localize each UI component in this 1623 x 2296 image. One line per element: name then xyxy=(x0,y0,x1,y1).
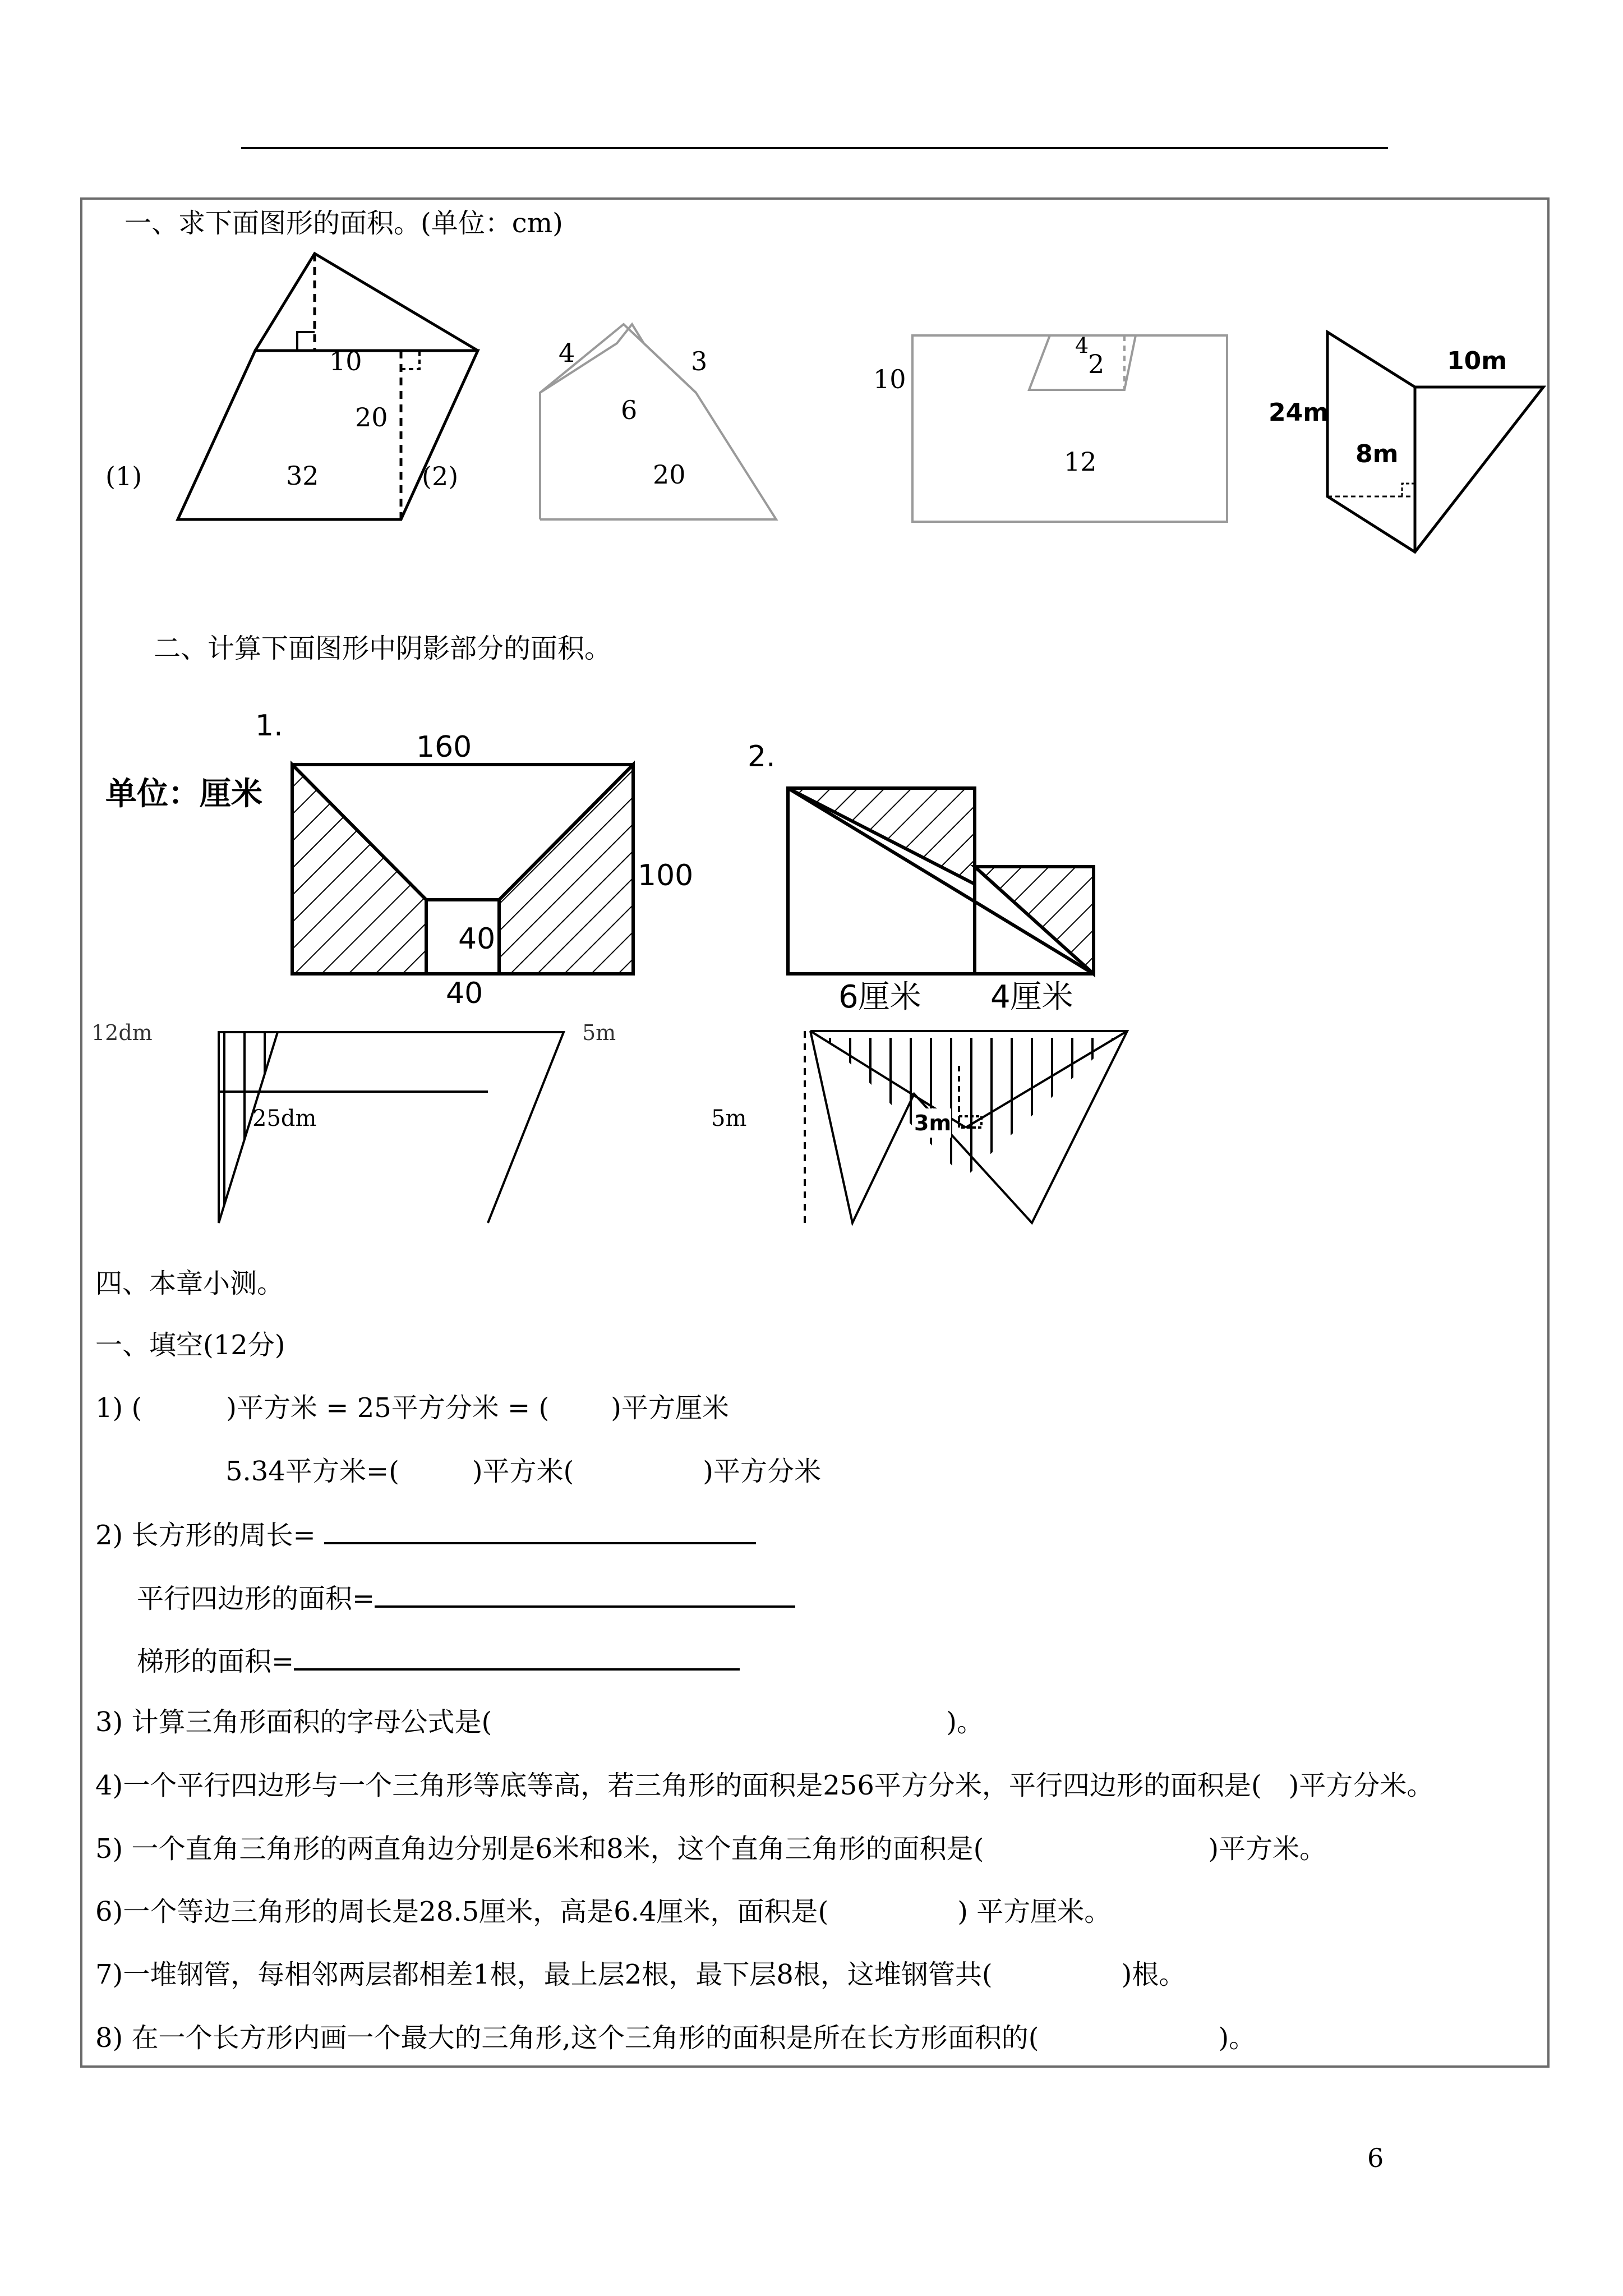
shaded-fig1-inner: 40 xyxy=(458,922,496,956)
fig3-label-10: 10 xyxy=(873,364,906,394)
q5-post: )平方米。 xyxy=(1208,1833,1327,1865)
fig3-label-12: 12 xyxy=(1064,447,1097,477)
q2c-answer-line[interactable] xyxy=(294,1644,740,1671)
q7-post: )根。 xyxy=(1121,1959,1186,1990)
figA-label-5m: 5m xyxy=(582,1020,616,1045)
question-4: 4)一个平行四边形与一个三角形等底等高，若三角形的面积是256平方分米，平行四边形的面积是( )平方分米。 xyxy=(95,1770,1434,1801)
question-1a xyxy=(95,1392,729,1424)
q5-pre: 5) 一个直角三角形的两直角边分别是6米和8米，这个直角三角形的面积是( xyxy=(95,1833,984,1865)
shaded-fig1-top: 160 xyxy=(416,730,472,764)
shaded-fig1-number: 1. xyxy=(255,709,283,743)
shaded-fig2-right: 4厘米 xyxy=(990,979,1073,1015)
figB-label-5m: 5m xyxy=(711,1106,747,1131)
fig3-label-2: 2 xyxy=(1088,349,1105,379)
q3-pre: 3) 计算三角形面积的字母公式是( xyxy=(95,1706,492,1738)
fig2-label-20: 20 xyxy=(653,459,686,490)
section4-title: 四、本章小测。 xyxy=(95,1268,284,1299)
fig1-tag-1: (1) xyxy=(105,461,142,491)
q2c-text: 梯形的面积= xyxy=(137,1646,294,1677)
q1b-post: )平方分米 xyxy=(703,1456,822,1487)
question-1b xyxy=(225,1456,821,1487)
q2b-answer-line[interactable] xyxy=(375,1581,795,1608)
question-2c xyxy=(137,1644,740,1677)
q2b-text: 平行四边形的面积= xyxy=(137,1583,375,1614)
fig4-label-8m: 8m xyxy=(1355,440,1399,468)
q6-post: ) 平方厘米。 xyxy=(957,1896,1112,1927)
section1-title: 一、求下面图形的面积。(单位：cm) xyxy=(125,208,563,239)
question-8 xyxy=(95,2022,1256,2054)
fig1-tag-2: (2) xyxy=(422,461,459,491)
q2a-text: 2) 长方形的周长= xyxy=(95,1520,316,1551)
page-number: 6 xyxy=(1367,2143,1384,2173)
shaded-fig1-bottom: 40 xyxy=(446,977,483,1010)
q8-post: )。 xyxy=(1218,2022,1256,2054)
q1a-mid2: )平方厘米 xyxy=(611,1392,729,1424)
q1b-mid: )平方米( xyxy=(472,1456,574,1487)
question-6 xyxy=(95,1896,1111,1927)
q3-post: )。 xyxy=(946,1706,984,1738)
fig3-label-4: 4 xyxy=(1075,333,1089,358)
q2a-answer-line[interactable] xyxy=(324,1517,756,1544)
fig1-label-10: 10 xyxy=(329,346,362,376)
figA-label-12dm: 12dm xyxy=(91,1020,153,1045)
shaded-fig1-side: 100 xyxy=(638,859,694,892)
shaded-fig2-number: 2. xyxy=(748,740,776,774)
fig4-label-10m: 10m xyxy=(1447,347,1507,375)
fig1-label-32: 32 xyxy=(286,461,319,491)
fig1-label-20: 20 xyxy=(355,402,388,432)
fig2-label-3: 3 xyxy=(691,346,708,376)
section2-title: 二、计算下面图形中阴影部分的面积。 xyxy=(154,633,612,664)
question-2a xyxy=(95,1517,756,1551)
q7-pre: 7)一堆钢管，每相邻两层都相差1根，最上层2根，最下层8根，这堆钢管共( xyxy=(95,1959,993,1990)
fig2-label-4: 4 xyxy=(559,338,575,368)
shaded-fig2-left: 6厘米 xyxy=(838,979,921,1015)
section4-sub1: 一、填空(12分) xyxy=(95,1329,285,1361)
figA-label-25dm: 25dm xyxy=(252,1106,317,1131)
question-2b xyxy=(137,1581,795,1614)
q8-pre: 8) 在一个长方形内画一个最大的三角形,这个三角形的面积是所在长方形面积的( xyxy=(95,2022,1039,2054)
fig2-label-6: 6 xyxy=(621,395,638,425)
question-7 xyxy=(95,1959,1186,1990)
question-5 xyxy=(95,1833,1326,1865)
figB-label-3m: 3m xyxy=(914,1108,951,1138)
shaded-fig1-unit: 单位：厘米 xyxy=(105,776,262,812)
q1a-mid1: )平方米 = 25平方分米 = ( xyxy=(226,1392,550,1424)
q1a-pre: 1) ( xyxy=(95,1392,142,1424)
q1b-pre: 5.34平方米=( xyxy=(225,1456,399,1487)
question-3 xyxy=(95,1706,984,1738)
q6-pre: 6)一个等边三角形的周长是28.5厘米，高是6.4厘米，面积是( xyxy=(95,1896,829,1927)
fig4-label-24m: 24m xyxy=(1269,398,1329,427)
